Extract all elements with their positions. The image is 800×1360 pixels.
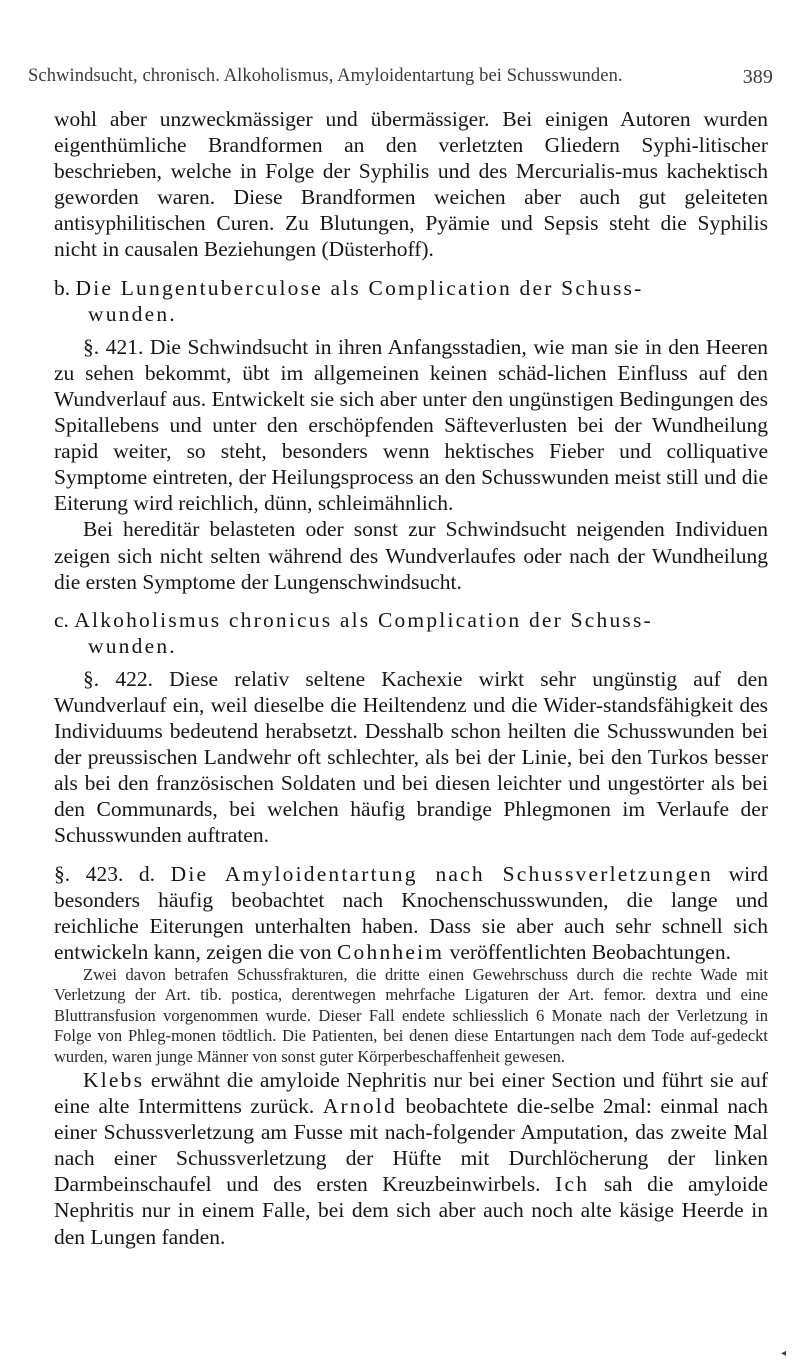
section-title: Alkoholismus chronicus als Complication der Schuss- — [74, 607, 653, 632]
section-letter: c. — [54, 607, 69, 632]
section-title-continued — [54, 633, 768, 659]
paragraph-text: beobachtete die-selbe 2mal: einmal nach einer Schussverletzung am Fusse mit nach-folgender Amputation, das zweite Mal nach einer Schussverletzung der Hüfte mit Durchlöcherung der linken Darmbeinschaufel und des ersten Kreuzbeinwirbels. — [54, 1094, 769, 1197]
paragraph-text: erwähnt die amyloide Nephritis nur bei einer Section und führt sie auf eine alte Intermittens zurück. — [54, 1067, 769, 1119]
author-name: Cohnheim — [337, 939, 445, 964]
small-print-note: Zwei davon betrafen Schussfrakturen, die dritte einen Gewehrschuss durch die rechte Wade mit Verletzung der Art. tib. postica, derentwegen mehrfache Ligaturen der Art. femor. dextra und eine Bluttransfusion vorgenommen wurde. Dieser Fall endete schliesslich 6 Monate nach der Verletzung in Folge von Phleg-monen tödtlich. Die Patienten, bei denen diese Entartungen nach dem Tode auf-gedeckt wurden, waren junge Männer von sonst guter Körperbeschaffenheit gewesen. — [54, 964, 768, 1066]
paragraph-syphilis: wohl aber unzweckmässiger und übermässiger. Bei einigen Autoren wurden eigenthümliche Brandformen an den verletzten Gliedern Syphi-litischer beschrieben, welche in Folge der Syphilis und des Mercurialis-mus kachektisch geworden waren. Diese Brandformen weichen aber auch gut geleiteten antisyphilitischen Curen. Zu Blutungen, Pyämie und Sepsis steht die Syphilis nicht in causalen Beziehungen (Düsterhoff). — [54, 107, 768, 262]
page-number: 389 — [742, 66, 773, 88]
section-letter: b. — [54, 275, 71, 300]
author-name: Ich — [555, 1172, 590, 1197]
section-number: §. 423. d. — [54, 861, 156, 886]
running-title: Schwindsucht, chronisch. Alkoholismus, Amyloidentartung bei Schusswunden. — [28, 66, 623, 86]
paragraph-text: wird besonders häufig beobachtet nach Knochenschusswunden, die lange und reichliche Eiterungen unterhalten haben. Dass sie aber auch sehr schnell sich entwickeln kann, zeigen die von — [54, 861, 768, 964]
paragraph-text: veröffentlichten Beobachtungen. — [449, 939, 731, 964]
author-name: Arnold — [322, 1094, 397, 1119]
paragraph-421: §. 421. Die Schwindsucht in ihren Anfangsstadien, wie man sie in den Heeren zu sehen bekommt, übt im allgemeinen keinen schäd-lichen Einfluss auf den Wundverlauf aus. Entwickelt sie sich aber unter den ungünstigen Bedingungen des Spitallebens und unter den erschöpfenden Säfteverlusten bei der Wundheilung rapid weiter, so steht, besonders wenn hektisches Fieber und colliquative Symptome eintreten, der Heilungsprocess an den Schusswunden meist still und die Eiterung wird reichlich, dünn, schleimähnlich. — [54, 334, 768, 516]
page-body — [54, 106, 768, 1250]
section-title-continued — [54, 301, 768, 327]
paragraph-422: §. 422. Diese relativ seltene Kachexie wirkt sehr ungünstig auf den Wundverlauf ein, weil dieselbe die Heiltendenz und die Wider-standsfähigkeit des Individuums bedeutend herabsetzt. Desshalb schon heilten die Schusswunden bei der preussischen Landwehr oft schlechter, als bei der Linie, bei den Turkos besser als bei den französischen Soldaten und bei diesen leichter und ungestörter als bei den Communards, bei welchen häufig brandige Phlegmonen im Verlaufe der Schusswunden auftraten. — [54, 666, 768, 848]
author-name: Klebs — [83, 1067, 145, 1092]
section-title-cont: wunden. — [88, 301, 177, 326]
section-heading-c — [54, 607, 768, 633]
paragraph-423 — [54, 861, 768, 965]
section-title: Die Lungentuberculose als Complication der Schuss- — [75, 275, 644, 300]
edge-mark: ◂ — [780, 1348, 786, 1359]
paragraph-421-cont: Bei hereditär belasteten oder sonst zur Schwindsucht neigenden Individuen zeigen sich nicht selten während des Wundverlaufes oder nach der Wundheilung die ersten Symptome der Lungenschwindsucht. — [54, 517, 768, 594]
paragraph-nephritis — [54, 1067, 768, 1250]
section-title-cont: wunden. — [88, 633, 177, 658]
section-title-inline: Die Amyloidentartung nach Schussverletzungen — [170, 861, 713, 886]
paragraph-text: sah die amyloide Nephritis nur in einem Falle, bei dem sich aber auch noch alte käsige Heerde in den Lungen fanden. — [54, 1172, 769, 1249]
section-heading-b — [54, 275, 768, 301]
